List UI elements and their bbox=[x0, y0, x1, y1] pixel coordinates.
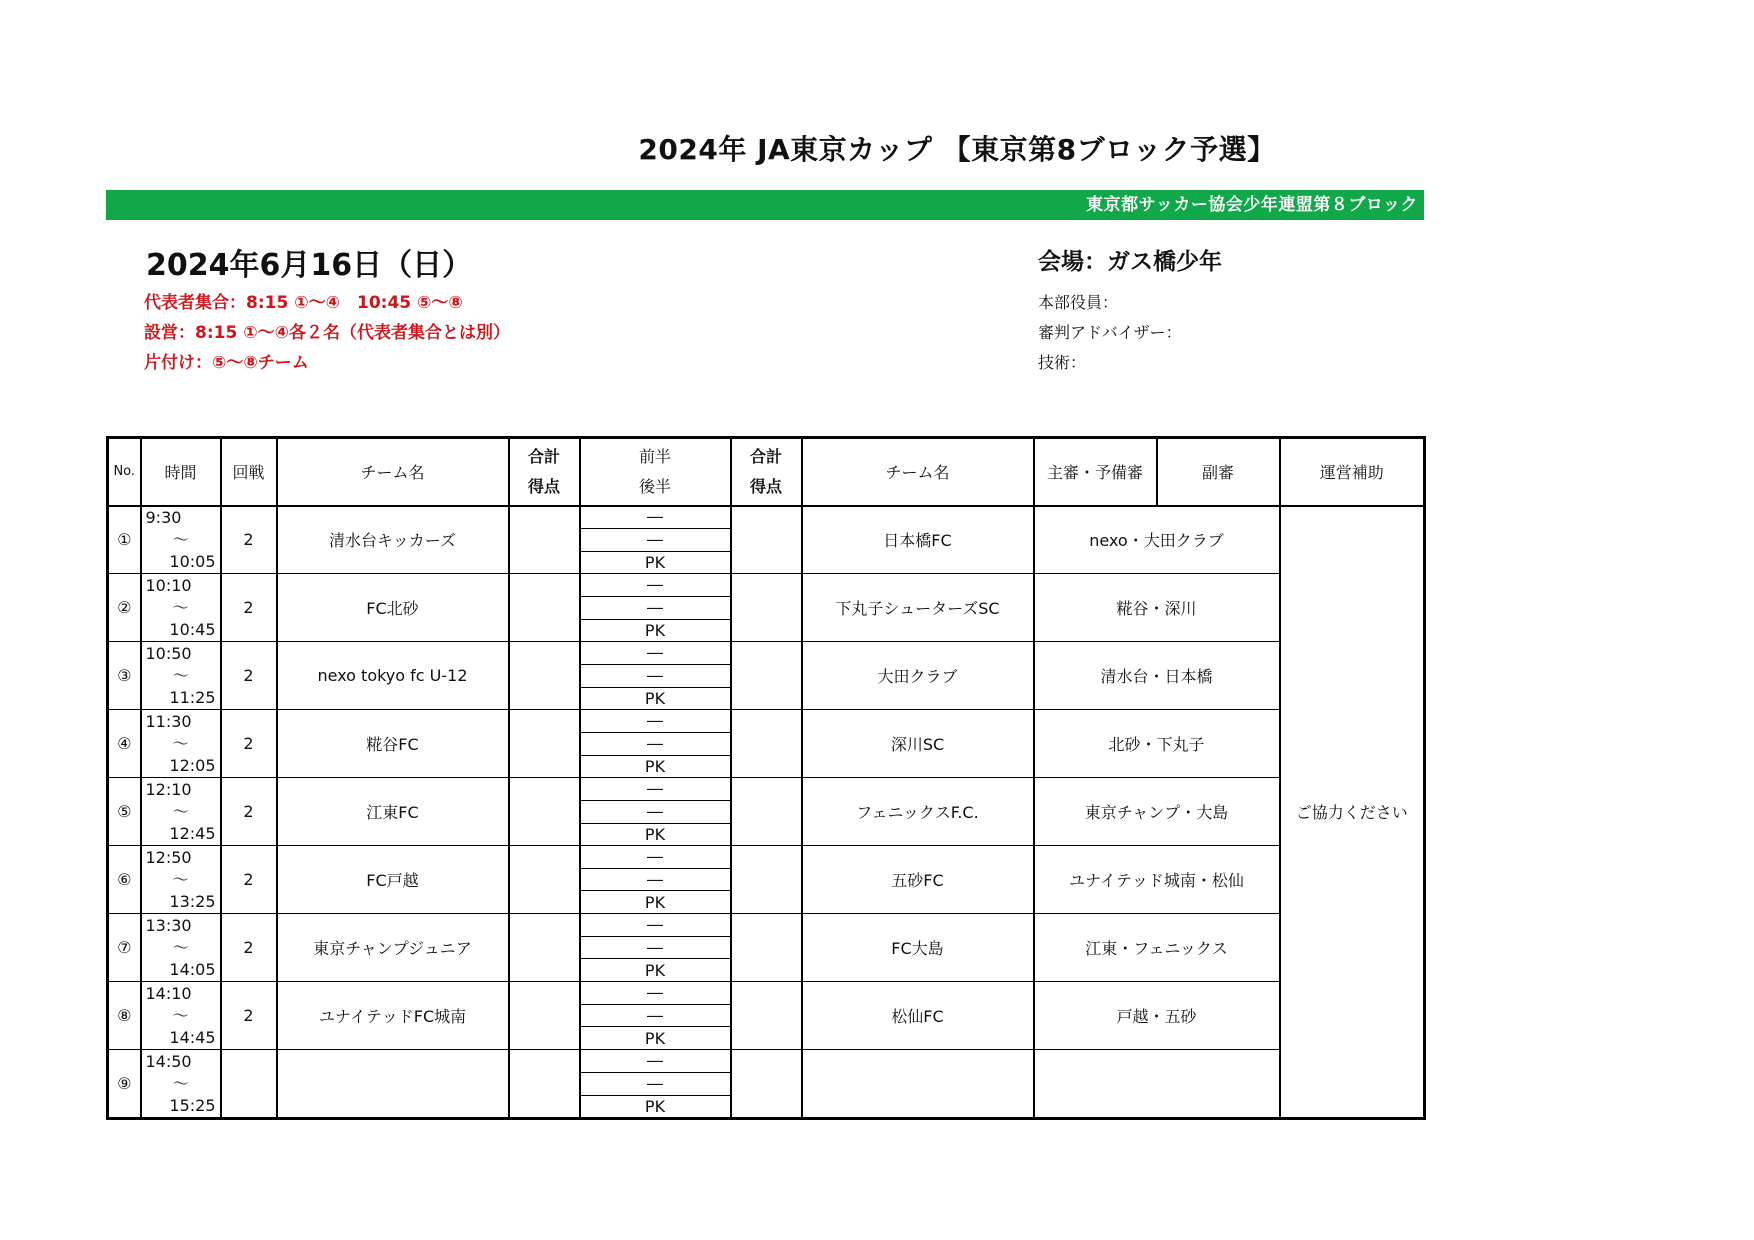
header-total-left-2: 得点 bbox=[527, 476, 560, 496]
time-tilde: ～ bbox=[172, 665, 189, 685]
referees: 戸越・五砂 bbox=[1034, 982, 1280, 1050]
team-left: FC北砂 bbox=[277, 574, 509, 642]
score-total-right bbox=[731, 914, 802, 982]
score-first-half: ― bbox=[580, 982, 731, 1005]
end-time: 14:45 bbox=[169, 1027, 216, 1047]
score-first-half: ― bbox=[580, 642, 731, 665]
score-total-left bbox=[509, 778, 580, 846]
notice-cleanup: 片付け：⑤～⑧チーム bbox=[144, 353, 309, 373]
team-right: 下丸子シューターズSC bbox=[802, 574, 1034, 642]
match-time bbox=[141, 914, 221, 982]
round: 2 bbox=[221, 642, 277, 710]
round: 2 bbox=[221, 846, 277, 914]
end-time: 11:25 bbox=[169, 687, 216, 707]
start-time: 12:10 bbox=[145, 779, 192, 799]
score-total-right bbox=[731, 506, 802, 574]
header-total-right bbox=[731, 438, 802, 506]
start-time: 10:50 bbox=[145, 643, 192, 663]
referees: 北砂・下丸子 bbox=[1034, 710, 1280, 778]
team-right: フェニックスF.C. bbox=[802, 778, 1034, 846]
match-number: ④ bbox=[108, 710, 141, 778]
header-support: 運営補助 bbox=[1280, 438, 1425, 506]
venue: 会場：ガス橋少年 bbox=[1038, 249, 1222, 275]
header-total-right-2: 得点 bbox=[749, 476, 782, 496]
round: 2 bbox=[221, 914, 277, 982]
score-first-half: ― bbox=[580, 846, 731, 869]
notice-rep-meeting: 代表者集合：8:15 ①～④ 10:45 ⑤～⑧ bbox=[144, 293, 463, 313]
end-time: 10:05 bbox=[169, 551, 216, 571]
match-number: ⑥ bbox=[108, 846, 141, 914]
end-time: 15:25 bbox=[169, 1095, 216, 1115]
header-first-half: 前半 bbox=[638, 446, 671, 466]
score-second-half: ― bbox=[580, 1004, 731, 1027]
team-right: 日本橋FC bbox=[802, 506, 1034, 574]
referees: 糀谷・深川 bbox=[1034, 574, 1280, 642]
referees bbox=[1034, 1050, 1280, 1119]
score-total-left bbox=[509, 982, 580, 1050]
header-time: 時間 bbox=[141, 438, 221, 506]
score-second-half: ― bbox=[580, 732, 731, 755]
score-second-half: ― bbox=[580, 800, 731, 823]
team-left: 東京チャンプジュニア bbox=[277, 914, 509, 982]
score-first-half: ― bbox=[580, 914, 731, 937]
team-left: 江東FC bbox=[277, 778, 509, 846]
team-right: 深川SC bbox=[802, 710, 1034, 778]
start-time: 9:30 bbox=[145, 507, 182, 527]
match-time bbox=[141, 506, 221, 574]
table-row bbox=[108, 574, 1425, 597]
end-time: 13:25 bbox=[169, 891, 216, 911]
time-tilde: ～ bbox=[172, 1073, 189, 1093]
match-number: ⑦ bbox=[108, 914, 141, 982]
referees: nexo・大田クラブ bbox=[1034, 506, 1280, 574]
round bbox=[221, 1050, 277, 1119]
team-left: nexo tokyo fc U-12 bbox=[277, 642, 509, 710]
start-time: 11:30 bbox=[145, 711, 192, 731]
schedule-table bbox=[106, 436, 1426, 1120]
header-total-left-1: 合計 bbox=[527, 446, 560, 466]
team-right: 五砂FC bbox=[802, 846, 1034, 914]
table-row bbox=[108, 642, 1425, 665]
score-pk: PK bbox=[580, 891, 731, 914]
score-first-half: ― bbox=[580, 506, 731, 529]
score-total-right bbox=[731, 982, 802, 1050]
score-total-left bbox=[509, 1050, 580, 1119]
time-tilde: ～ bbox=[172, 937, 189, 957]
round: 2 bbox=[221, 982, 277, 1050]
score-second-half: ― bbox=[580, 936, 731, 959]
hq-officials: 本部役員： bbox=[1038, 293, 1119, 312]
referees: ユナイテッド城南・松仙 bbox=[1034, 846, 1280, 914]
score-total-left bbox=[509, 642, 580, 710]
time-tilde: ～ bbox=[172, 597, 189, 617]
score-total-left bbox=[509, 574, 580, 642]
score-total-left bbox=[509, 914, 580, 982]
score-pk: PK bbox=[580, 619, 731, 642]
support-note: ご協力ください bbox=[1280, 506, 1425, 1119]
round: 2 bbox=[221, 574, 277, 642]
header-referee: 主審・予備審 bbox=[1034, 438, 1157, 506]
header-no: No. bbox=[108, 438, 141, 506]
team-left bbox=[277, 1050, 509, 1119]
score-total-left bbox=[509, 710, 580, 778]
end-time: 12:05 bbox=[169, 755, 216, 775]
match-time bbox=[141, 642, 221, 710]
round: 2 bbox=[221, 710, 277, 778]
score-total-right bbox=[731, 574, 802, 642]
time-tilde: ～ bbox=[172, 529, 189, 549]
match-number: ③ bbox=[108, 642, 141, 710]
score-total-right bbox=[731, 846, 802, 914]
match-number: ⑨ bbox=[108, 1050, 141, 1119]
header-team-right: チーム名 bbox=[802, 438, 1034, 506]
time-tilde: ～ bbox=[172, 869, 189, 889]
table-row bbox=[108, 778, 1425, 801]
header-second-half: 後半 bbox=[638, 476, 671, 496]
score-second-half: ― bbox=[580, 665, 731, 688]
score-pk: PK bbox=[580, 551, 731, 574]
header-halves bbox=[580, 438, 731, 506]
score-total-right bbox=[731, 1050, 802, 1119]
start-time: 13:30 bbox=[145, 915, 192, 935]
round: 2 bbox=[221, 506, 277, 574]
header-total-left bbox=[509, 438, 580, 506]
match-number: ② bbox=[108, 574, 141, 642]
score-total-right bbox=[731, 710, 802, 778]
table-row bbox=[108, 846, 1425, 869]
table-row bbox=[108, 506, 1425, 529]
score-pk: PK bbox=[580, 823, 731, 846]
score-pk: PK bbox=[580, 687, 731, 710]
match-date: 2024年6月16日（日） bbox=[146, 248, 473, 283]
score-pk: PK bbox=[580, 959, 731, 982]
time-tilde: ～ bbox=[172, 733, 189, 753]
score-total-left bbox=[509, 506, 580, 574]
score-pk: PK bbox=[580, 1027, 731, 1050]
start-time: 12:50 bbox=[145, 847, 192, 867]
header-assistant: 副審 bbox=[1157, 438, 1280, 506]
end-time: 10:45 bbox=[169, 619, 216, 639]
start-time: 14:50 bbox=[145, 1051, 192, 1071]
score-first-half: ― bbox=[580, 778, 731, 801]
score-second-half: ― bbox=[580, 1072, 731, 1095]
match-time bbox=[141, 982, 221, 1050]
notice-setup: 設営：8:15 ①～④各２名（代表者集合とは別） bbox=[144, 323, 510, 343]
team-left: 糀谷FC bbox=[277, 710, 509, 778]
table-row bbox=[108, 1050, 1425, 1073]
table-row bbox=[108, 982, 1425, 1005]
time-tilde: ～ bbox=[172, 801, 189, 821]
score-total-right bbox=[731, 778, 802, 846]
match-number: ⑧ bbox=[108, 982, 141, 1050]
referees: 東京チャンプ・大島 bbox=[1034, 778, 1280, 846]
team-right: 大田クラブ bbox=[802, 642, 1034, 710]
document-title: 2024年 JA東京カップ 【東京第8ブロック予選】 bbox=[638, 133, 1276, 166]
match-time bbox=[141, 846, 221, 914]
end-time: 12:45 bbox=[169, 823, 216, 843]
time-tilde: ～ bbox=[172, 1005, 189, 1025]
score-first-half: ― bbox=[580, 1050, 731, 1073]
table-row bbox=[108, 710, 1425, 733]
score-second-half: ― bbox=[580, 868, 731, 891]
association-banner: 東京都サッカー協会少年連盟第８ブロック bbox=[106, 190, 1424, 220]
match-time bbox=[141, 710, 221, 778]
referees: 清水台・日本橋 bbox=[1034, 642, 1280, 710]
match-number: ⑤ bbox=[108, 778, 141, 846]
match-number: ① bbox=[108, 506, 141, 574]
match-time bbox=[141, 1050, 221, 1119]
team-right: 松仙FC bbox=[802, 982, 1034, 1050]
score-pk: PK bbox=[580, 1095, 731, 1118]
score-second-half: ― bbox=[580, 597, 731, 620]
score-total-left bbox=[509, 846, 580, 914]
score-first-half: ― bbox=[580, 710, 731, 733]
team-right bbox=[802, 1050, 1034, 1119]
match-time bbox=[141, 574, 221, 642]
header-total-right-1: 合計 bbox=[749, 446, 782, 466]
score-first-half: ― bbox=[580, 574, 731, 597]
referees: 江東・フェニックス bbox=[1034, 914, 1280, 982]
technical: 技術： bbox=[1038, 353, 1087, 372]
team-left: ユナイテッドFC城南 bbox=[277, 982, 509, 1050]
score-second-half: ― bbox=[580, 528, 731, 551]
header-team-left: チーム名 bbox=[277, 438, 509, 506]
round: 2 bbox=[221, 778, 277, 846]
score-pk: PK bbox=[580, 755, 731, 778]
start-time: 10:10 bbox=[145, 575, 192, 595]
match-time bbox=[141, 778, 221, 846]
end-time: 14:05 bbox=[169, 959, 216, 979]
start-time: 14:10 bbox=[145, 983, 192, 1003]
referee-advisor: 審判アドバイザー： bbox=[1038, 323, 1182, 342]
score-total-right bbox=[731, 642, 802, 710]
team-left: 清水台キッカーズ bbox=[277, 506, 509, 574]
header-round: 回戦 bbox=[221, 438, 277, 506]
team-left: FC戸越 bbox=[277, 846, 509, 914]
team-right: FC大島 bbox=[802, 914, 1034, 982]
table-row bbox=[108, 914, 1425, 937]
